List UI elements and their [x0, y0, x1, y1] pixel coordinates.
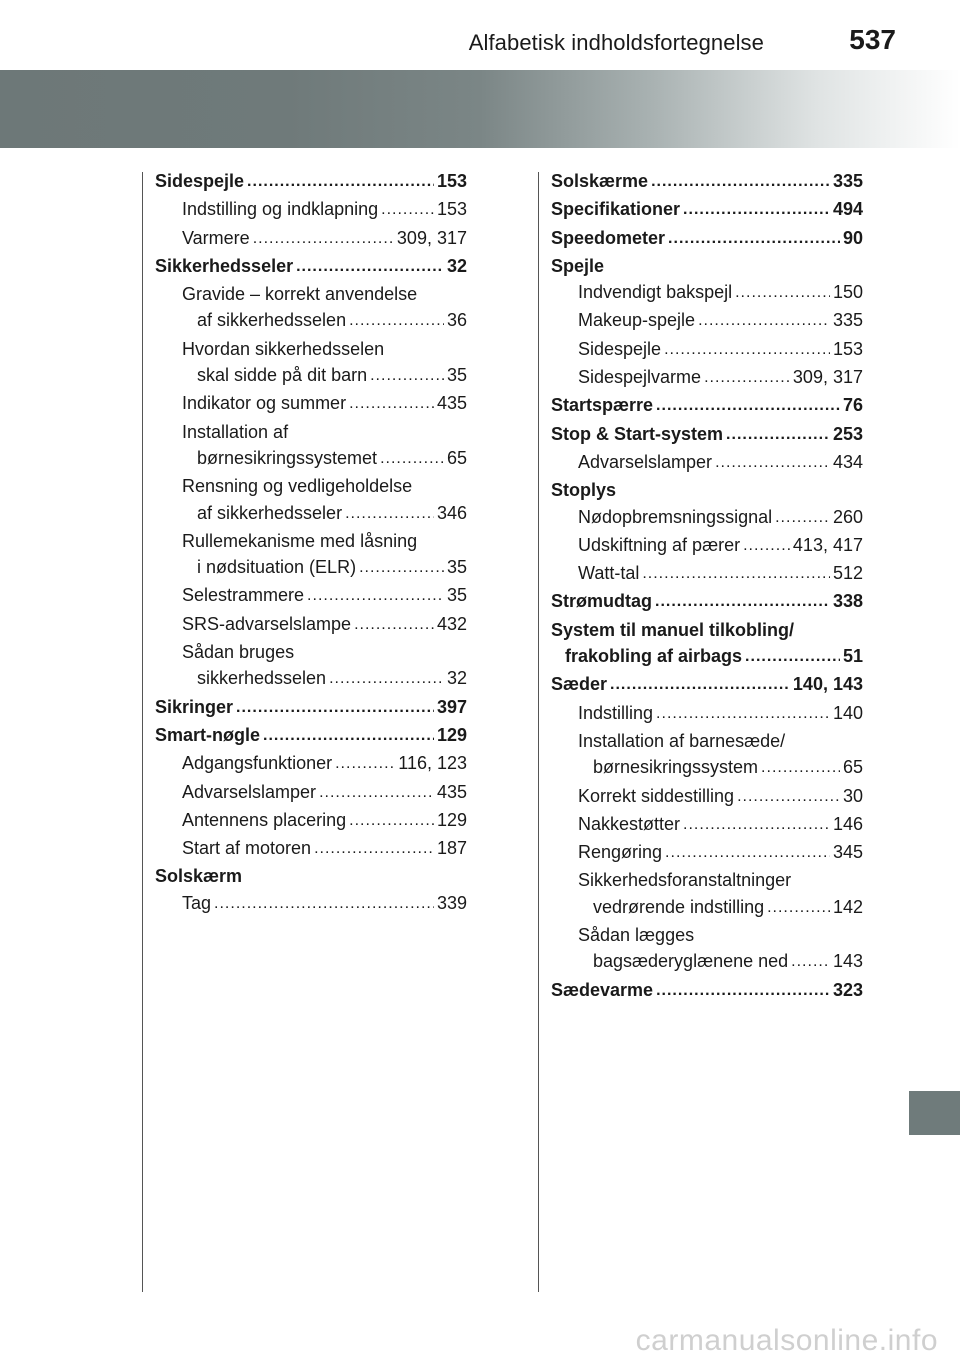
- entry-page-ref: 150: [832, 282, 863, 303]
- index-entry: [155, 445, 467, 473]
- index-entry: [551, 392, 863, 420]
- right-column-rule: [538, 172, 539, 1292]
- dot-leader: [381, 195, 434, 223]
- entry-label: Installation af: [182, 421, 289, 442]
- entry-label: Makeup-spejle: [578, 310, 696, 331]
- index-entry: [155, 253, 467, 281]
- entry-page-ref: 335: [832, 171, 863, 191]
- entry-label: frakobling af airbags: [565, 646, 743, 667]
- entry-label: sikkerhedsselen: [197, 668, 327, 689]
- entry-page-ref: 140: [832, 702, 863, 723]
- entry-label: Varmere: [182, 227, 250, 248]
- header-gradient-band: [0, 70, 960, 148]
- dot-leader: [345, 499, 434, 527]
- entry-label: Antennens placering: [182, 809, 347, 830]
- index-entry: [551, 839, 863, 867]
- dot-leader: [664, 335, 830, 363]
- entry-page-ref: 335: [832, 310, 863, 331]
- entry-label: Strømudtag: [551, 591, 652, 612]
- dot-leader: [349, 306, 444, 334]
- index-entry: [551, 504, 863, 532]
- index-entry: [155, 390, 467, 418]
- entry-label: Selestrammere: [182, 585, 305, 606]
- entry-page-ref: 494: [832, 199, 863, 220]
- index-entry: [155, 336, 467, 362]
- entry-page-ref: 512: [832, 563, 863, 584]
- watermark: carmanualsonline.info: [635, 1324, 938, 1357]
- entry-page-ref: 434: [832, 451, 863, 472]
- dot-leader: [349, 806, 434, 834]
- entry-label: Start af motoren: [182, 838, 312, 859]
- dot-leader: [214, 889, 434, 917]
- dot-leader: [745, 642, 840, 670]
- entry-label: børnesikringssystem: [593, 757, 759, 778]
- entry-label: Advarselslamper: [578, 451, 713, 472]
- index-entry: [551, 168, 863, 196]
- dot-leader: [253, 224, 394, 252]
- entry-label: Gravide – korrekt anvendelse: [182, 284, 418, 305]
- index-entry: [551, 449, 863, 477]
- entry-label: Sikkerhedsseler: [155, 255, 294, 276]
- dot-leader: [307, 581, 444, 609]
- entry-label: Specifikationer: [551, 199, 681, 220]
- dot-leader: [668, 224, 840, 252]
- entry-label: SRS-advarselslampe: [182, 613, 352, 634]
- dot-leader: [247, 167, 434, 195]
- dot-leader: [314, 834, 434, 862]
- index-entry: [551, 560, 863, 588]
- index-entry: [155, 722, 467, 750]
- dot-leader: [655, 587, 830, 615]
- entry-page-ref: 260: [832, 506, 863, 527]
- entry-page-ref: 146: [832, 813, 863, 834]
- dot-leader: [329, 664, 444, 692]
- chapter-tab-marker: [909, 1091, 960, 1135]
- index-entry: [155, 473, 467, 499]
- entry-label: skal sidde på dit barn: [197, 365, 368, 386]
- dot-leader: [335, 749, 395, 777]
- entry-page-ref: 338: [832, 591, 863, 612]
- dot-leader: [380, 444, 444, 472]
- index-entry: [551, 948, 863, 976]
- index-entry: [551, 532, 863, 560]
- entry-page-ref: 65: [842, 757, 863, 778]
- entry-page-ref: 90: [842, 227, 863, 248]
- entry-page-ref: 35: [446, 557, 467, 578]
- entry-page-ref: 140, 143: [792, 674, 863, 695]
- entry-page-ref: 432: [436, 613, 467, 634]
- entry-label: Sikkerhedsforanstaltninger: [578, 870, 792, 891]
- index-entry: [551, 867, 863, 893]
- entry-label: Sådan lægges: [578, 925, 695, 946]
- entry-label: Sådan bruges: [182, 642, 295, 663]
- dot-leader: [651, 167, 830, 195]
- entry-page-ref: 36: [446, 310, 467, 331]
- entry-page-ref: 65: [446, 447, 467, 468]
- page-number: 537: [849, 24, 896, 55]
- dot-leader: [683, 195, 830, 223]
- index-entry: [155, 750, 467, 778]
- dot-leader: [743, 531, 790, 559]
- entry-label: børnesikringssystemet: [197, 447, 378, 468]
- index-entry: [551, 336, 863, 364]
- entry-label: af sikkerhedsseler: [197, 502, 343, 523]
- entry-label: Spejle: [551, 255, 605, 276]
- entry-label: Watt-tal: [578, 563, 640, 584]
- entry-label: Sædevarme: [551, 979, 654, 1000]
- entry-page-ref: 153: [436, 171, 467, 191]
- entry-label: Nødopbremsningssignal: [578, 506, 773, 527]
- index-entry: [155, 196, 467, 224]
- entry-label: Solskærm: [155, 866, 243, 887]
- entry-label: Rullemekanisme med låsning: [182, 530, 418, 551]
- entry-page-ref: 35: [446, 365, 467, 386]
- entry-label: Indstilling: [578, 702, 654, 723]
- entry-page-ref: 413, 417: [792, 534, 863, 555]
- dot-leader: [236, 693, 434, 721]
- index-entry: [551, 617, 863, 643]
- index-entry: [155, 694, 467, 722]
- entry-label: Udskiftning af pærer: [578, 534, 741, 555]
- index-entry: [155, 168, 467, 196]
- dot-leader: [610, 670, 790, 698]
- entry-label: af sikkerhedsselen: [197, 310, 347, 331]
- entry-label: Indstilling og indklapning: [182, 199, 379, 220]
- dot-leader: [761, 753, 840, 781]
- dot-leader: [656, 699, 830, 727]
- dot-leader: [349, 389, 434, 417]
- index-entry: [155, 807, 467, 835]
- entry-label: Sikringer: [155, 696, 234, 717]
- entry-page-ref: 323: [832, 979, 863, 1000]
- index-entry: [551, 307, 863, 335]
- entry-label: Sidespejle: [155, 171, 245, 191]
- entry-page-ref: 153: [832, 338, 863, 359]
- index-entry: [551, 253, 863, 279]
- index-entry: [551, 279, 863, 307]
- entry-label: Sidespejle: [578, 338, 662, 359]
- index-entry: [155, 863, 467, 889]
- index-entry: [551, 225, 863, 253]
- entry-page-ref: 187: [436, 838, 467, 859]
- entry-label: Nakkestøtter: [578, 813, 681, 834]
- index-entry: [155, 500, 467, 528]
- dot-leader: [735, 278, 830, 306]
- entry-label: Stoplys: [551, 480, 617, 501]
- entry-label: Adgangsfunktioner: [182, 753, 333, 774]
- index-entry: [155, 225, 467, 253]
- entry-page-ref: 435: [436, 393, 467, 414]
- entry-page-ref: 32: [446, 668, 467, 689]
- index-entry: [155, 779, 467, 807]
- index-entry: [551, 977, 863, 1005]
- dot-leader: [656, 976, 830, 1004]
- dot-leader: [791, 947, 830, 975]
- index-entry: [155, 890, 467, 918]
- entry-label: Rengøring: [578, 842, 663, 863]
- index-entry: [551, 922, 863, 948]
- index-entry: [155, 307, 467, 335]
- entry-page-ref: 35: [446, 585, 467, 606]
- entry-page-ref: 153: [436, 199, 467, 220]
- dot-leader: [715, 448, 830, 476]
- entry-label: Startspærre: [551, 395, 654, 416]
- entry-label: vedrørende indstilling: [593, 896, 765, 917]
- dot-leader: [737, 782, 840, 810]
- entry-page-ref: 143: [832, 951, 863, 972]
- index-entry: [551, 364, 863, 392]
- index-entry: [551, 783, 863, 811]
- dot-leader: [263, 721, 434, 749]
- entry-label: Stop & Start-system: [551, 423, 724, 444]
- entry-label: Indikator og summer: [182, 393, 347, 414]
- entry-label: Smart-nøgle: [155, 724, 261, 745]
- entry-page-ref: 51: [842, 646, 863, 667]
- entry-page-ref: 129: [436, 724, 467, 745]
- index-entry: [551, 811, 863, 839]
- index-entry: [155, 362, 467, 390]
- index-entry: [551, 421, 863, 449]
- entry-label: System til manuel tilkobling/: [551, 619, 795, 640]
- index-entry: [551, 728, 863, 754]
- entry-label: Solskærme: [551, 171, 649, 191]
- entry-label: Sidespejlvarme: [578, 367, 702, 388]
- entry-page-ref: 253: [832, 423, 863, 444]
- index-entry: [155, 665, 467, 693]
- entry-page-ref: 435: [436, 781, 467, 802]
- dot-leader: [775, 503, 830, 531]
- dot-leader: [767, 893, 830, 921]
- dot-leader: [354, 610, 434, 638]
- entry-page-ref: 76: [842, 395, 863, 416]
- entry-label: i nødsituation (ELR): [197, 557, 357, 578]
- entry-label: Sæder: [551, 674, 608, 695]
- entry-page-ref: 142: [832, 896, 863, 917]
- dot-leader: [704, 363, 790, 391]
- entry-page-ref: 346: [436, 502, 467, 523]
- entry-page-ref: 116, 123: [398, 753, 467, 774]
- index-entry: [155, 639, 467, 665]
- dot-leader: [370, 361, 444, 389]
- index-entry: [155, 419, 467, 445]
- dot-leader: [359, 553, 444, 581]
- entry-label: bagsæderyglænene ned: [593, 951, 789, 972]
- entry-page-ref: 309, 317: [792, 367, 863, 388]
- index-entry: [551, 196, 863, 224]
- entry-label: Tag: [182, 892, 212, 913]
- index-entry: [551, 700, 863, 728]
- entry-page-ref: 339: [436, 892, 467, 913]
- index-entry: [155, 582, 467, 610]
- index-column-right: [551, 168, 863, 1005]
- index-entry: [155, 835, 467, 863]
- dot-leader: [319, 778, 434, 806]
- section-title: Alfabetisk indholdsfortegnelse: [468, 30, 764, 55]
- entry-label: Hvordan sikkerhedsselen: [182, 338, 385, 359]
- entry-label: Korrekt siddestilling: [578, 785, 735, 806]
- entry-label: Rensning og vedligeholdelse: [182, 476, 413, 497]
- entry-page-ref: 397: [436, 696, 467, 717]
- entry-page-ref: 309, 317: [396, 227, 467, 248]
- index-entry: [155, 611, 467, 639]
- dot-leader: [296, 252, 444, 280]
- dot-leader: [726, 420, 830, 448]
- dot-leader: [665, 838, 830, 866]
- entry-page-ref: 30: [842, 785, 863, 806]
- dot-leader: [642, 559, 830, 587]
- entry-label: Installation af barnesæde/: [578, 730, 786, 751]
- left-column-rule: [142, 172, 143, 1292]
- index-entry: [551, 643, 863, 671]
- index-entry: [551, 671, 863, 699]
- entry-page-ref: 32: [446, 255, 467, 276]
- page-header: [0, 0, 960, 62]
- entry-label: Speedometer: [551, 227, 666, 248]
- dot-leader: [698, 306, 830, 334]
- index-column-left: [155, 168, 467, 918]
- entry-page-ref: 129: [436, 809, 467, 830]
- entry-label: Indvendigt bakspejl: [578, 282, 733, 303]
- index-entry: [155, 554, 467, 582]
- dot-leader: [683, 810, 830, 838]
- entry-page-ref: 345: [832, 842, 863, 863]
- index-entry: [551, 477, 863, 503]
- dot-leader: [656, 391, 840, 419]
- index-entry: [551, 894, 863, 922]
- entry-label: Advarselslamper: [182, 781, 317, 802]
- index-entry: [155, 281, 467, 307]
- index-entry: [551, 754, 863, 782]
- index-entry: [551, 588, 863, 616]
- index-entry: [155, 528, 467, 554]
